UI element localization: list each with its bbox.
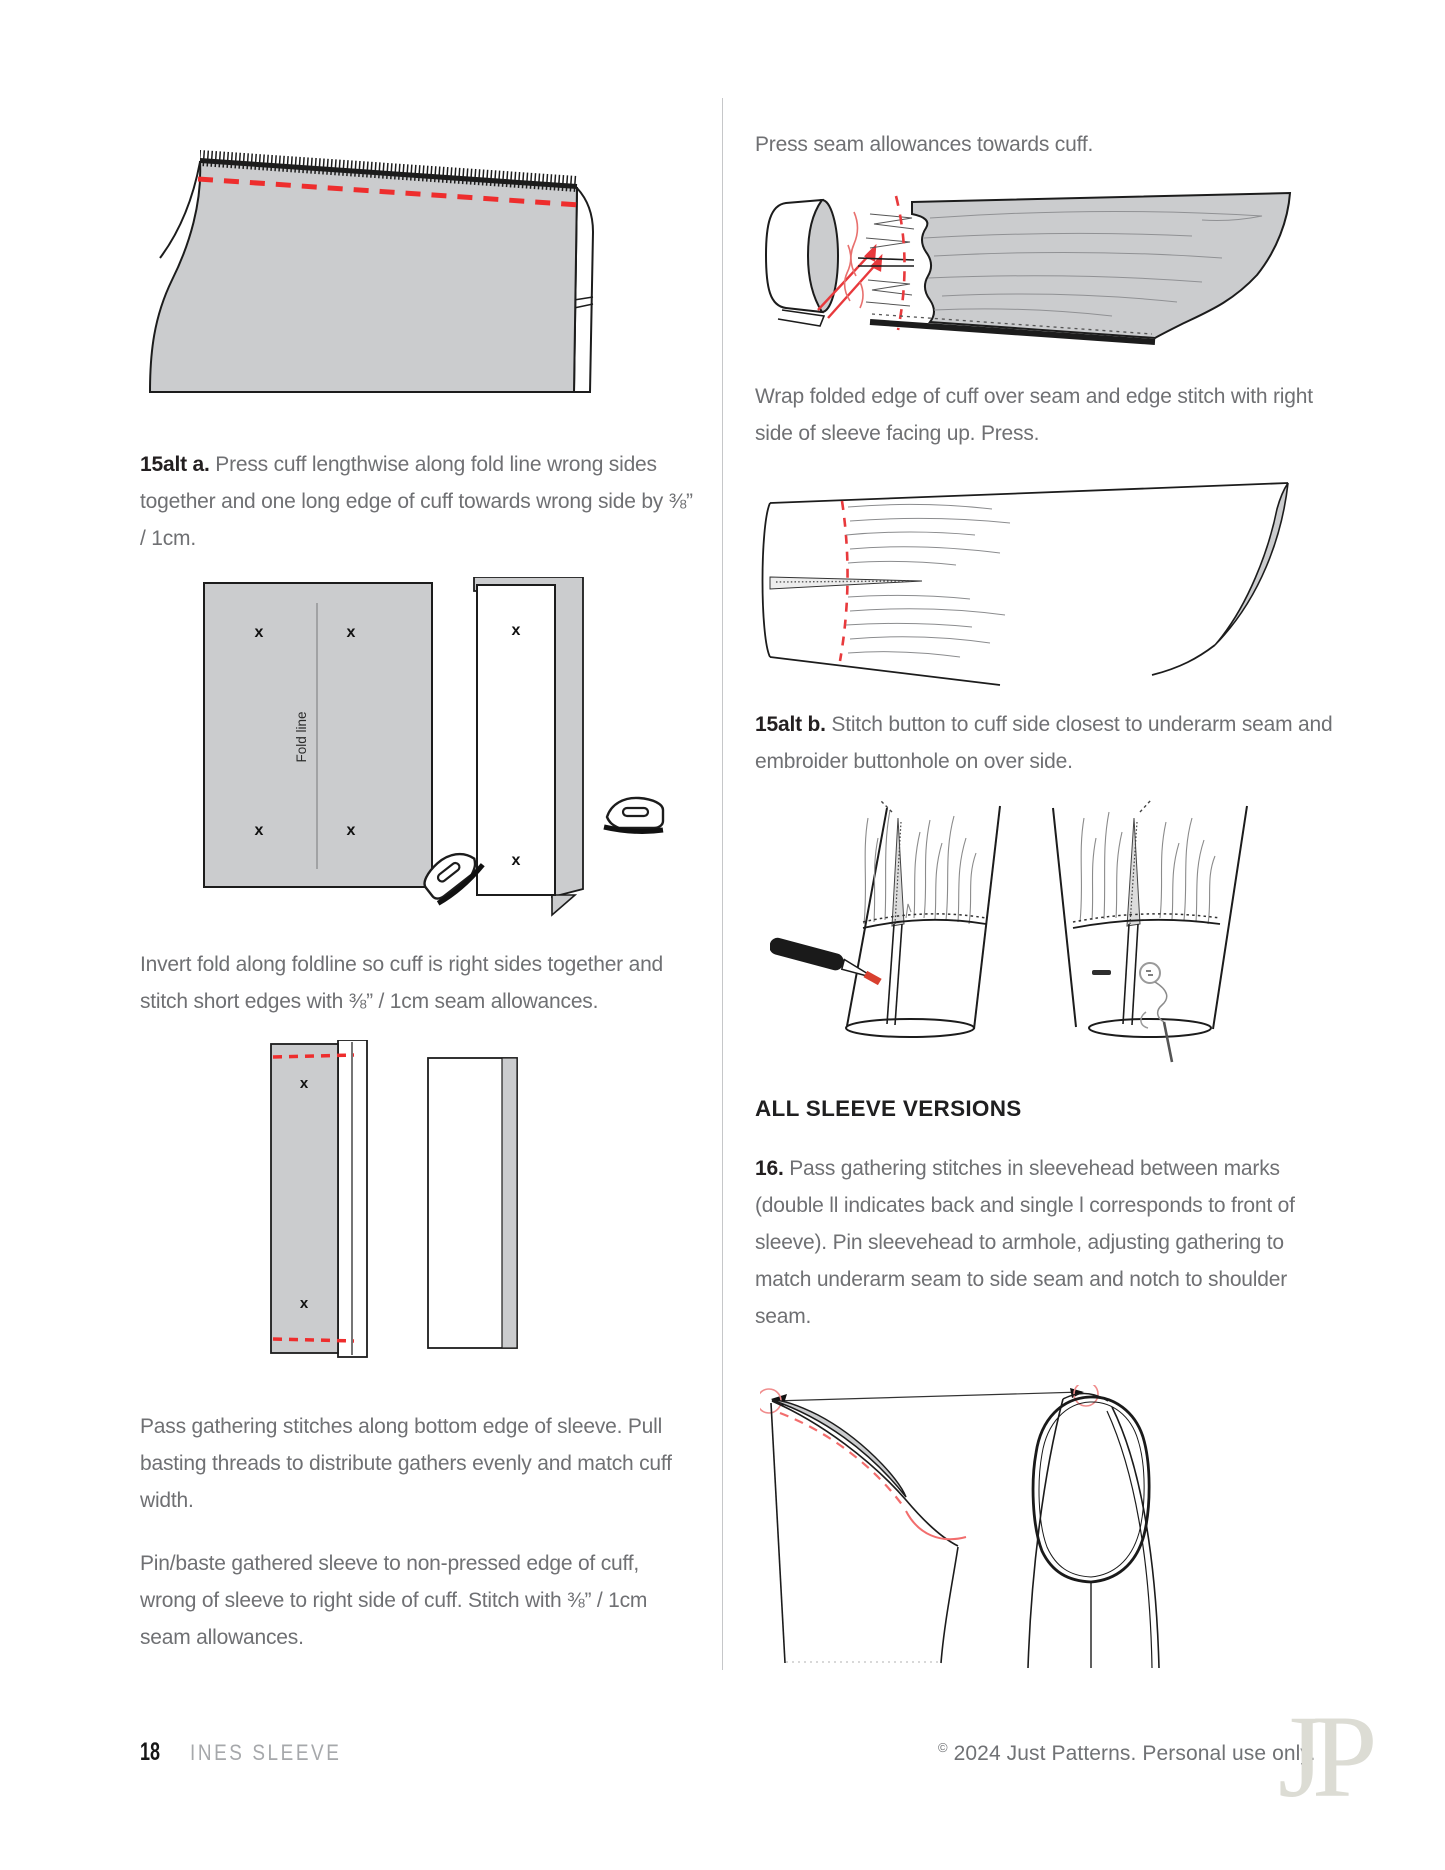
invert-fold-text: Invert fold along foldline so cuff is right sides together and stitch short edges with ⅜” / 1cm seam allowances. [140,953,664,1013]
red-armhole-curve [906,1511,966,1539]
fold-line-label: Fold line [294,711,309,763]
footer-left [140,1738,366,1767]
x-mark: x [254,822,264,839]
x-mark: x [511,622,521,639]
cuff-piece-flat [204,583,432,887]
page-number: 18 [140,1738,161,1766]
left-column [140,0,697,1870]
cuff-attached-sleeve-illustration [760,477,1295,692]
step-15alt-a-text: 15alt a. Press cuff lengthwise along fold line wrong sides together and one long edge of cuff towards wrong side by ⅜” / 1cm. [140,453,693,550]
x-mark: x [346,822,356,839]
step-15alt-a-label: 15alt a. [140,453,210,476]
placket-slit [770,577,922,589]
pass-gathering-text: Pass gathering stitches along bottom edge of sleeve. Pull basting threads to distribute gathers evenly and match cuff width. [140,1415,672,1512]
seam-ripper-icon [770,936,885,986]
cuff-fold-pressing-illustration [203,577,665,919]
sleeve-body [150,162,577,392]
column-divider [722,98,723,1670]
seam-allowance-crescent [772,1400,906,1497]
thread [1155,982,1167,1022]
x-mark: x [254,624,264,641]
all-sleeve-versions-heading: ALL SLEEVE VERSIONS [755,1096,1022,1121]
step-16-text: 16. Pass gathering stitches in sleevehead between marks (double ll indicates back and single l corresponds to front of sleeve). Pin sleevehead to armhole, adjusting gathering to match underarm seam to side seam and notch to shoulder seam. [755,1157,1295,1328]
left-cuff-tube [846,800,1000,1037]
match-line [773,1392,1082,1401]
cuff-corner-flap [552,895,575,915]
pin-baste-text: Pin/baste gathered sleeve to non-pressed edge of cuff, wrong of sleeve to right side of cuff. Stitch with ⅜” / 1cm seam allowances. [140,1552,648,1649]
gathered-armhole-inner [1039,1402,1144,1577]
sleeve-underside-curve [1152,645,1215,675]
cuff-turned-edge [502,1058,517,1348]
just-patterns-logo: JP [1278,1691,1366,1822]
folded-edge-crescent [1215,483,1288,645]
x-mark: x [299,1295,309,1312]
copyright-notice: © 2024 Just Patterns. Personal use only. [938,1740,1316,1765]
x-mark: x [346,624,356,641]
buttonhole-icon [1092,970,1111,975]
step-16-label: 16. [755,1157,784,1180]
red-gather-line [780,1413,903,1506]
cuff-stitch-short-edges-illustration [268,1040,530,1360]
iron-icon [604,798,663,832]
button-buttonhole-cuff-illustration [770,798,1252,1070]
step-15alt-b-text: 15alt b. Stitch button to cuff side closest to underarm seam and embroider buttonhole on over side. [755,713,1333,773]
copyright-symbol: © [938,1740,948,1755]
armhole-piece [1028,1385,1159,1668]
press-seam-text: Press seam allowances towards cuff. [755,133,1094,156]
right-cuff-tube [1053,800,1247,1037]
sleevehead-piece [760,1389,966,1663]
sleeve-top-edge [770,483,1288,503]
x-mark: x [299,1075,309,1092]
wrap-folded-edge-text: Wrap folded edge of cuff over seam and edge stitch with right side of sleeve facing up. Press. [755,385,1313,445]
document-title: INES SLEEVE [189,1740,342,1765]
right-column [755,0,1335,1870]
sleeve-bottom-edge [770,657,1000,685]
gather-squiggles [845,212,863,308]
sleeve-gathered-edge-illustration [140,142,598,400]
x-mark: x [511,852,521,869]
button-icon [1140,963,1160,983]
cuff-left-cap [763,503,771,657]
sleevehead-armhole-illustration [760,1385,1180,1672]
press-seam-allowances-illustration [762,190,1292,352]
step-15alt-b-label: 15alt b. [755,713,826,736]
